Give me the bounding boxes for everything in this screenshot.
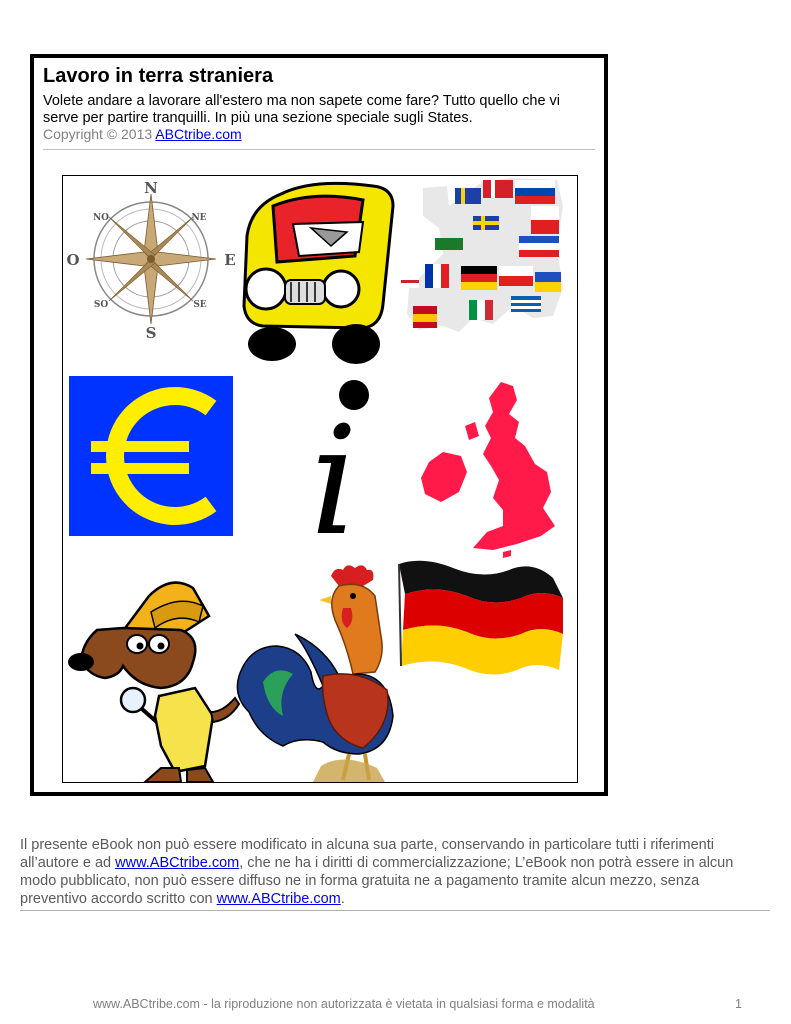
page-number: 1 [735, 997, 742, 1011]
footer-divider [20, 910, 770, 911]
divider [43, 149, 595, 150]
copyright-text: Copyright © 2013 [43, 126, 156, 142]
description: Volete andare a lavorare all'estero ma non sapete come fare? Tutto quello che vi serve per partire tranquilli. In più una sezione speciale sugli States. [43, 93, 561, 126]
copyright-link[interactable]: ABCtribe.com [155, 126, 242, 142]
car-icon [244, 183, 393, 364]
german-flag-icon [399, 561, 563, 675]
copyright-line [43, 126, 242, 142]
cover-card [30, 54, 608, 796]
compass-no-label: NO [92, 213, 110, 223]
notice-text-1: Il presente eBook non può essere modificato in alcuna sua parte, conservando in particolare tutti i riferimenti all’autore e ad [20, 837, 714, 871]
notice-link-1[interactable]: www.ABCtribe.com [115, 855, 240, 871]
notice-text-3: . [340, 891, 345, 907]
compass-n-label: N [144, 179, 158, 197]
compass-icon [66, 179, 235, 342]
page-title: Lavoro in terra straniera [43, 65, 274, 87]
europe-flags-map-icon [401, 178, 563, 332]
rooster-icon [237, 565, 393, 782]
euro-icon [69, 376, 233, 536]
illustration-panel [62, 175, 578, 783]
compass-se-label: SE [193, 300, 207, 310]
legal-notice [20, 836, 770, 908]
info-icon [310, 380, 369, 569]
notice-link-2[interactable]: www.ABCtribe.com [216, 891, 341, 907]
compass-o-label: O [66, 251, 80, 269]
uk-map-icon [421, 382, 555, 558]
notice-text-2: , che ne ha i diritti di commercializzazione; L’eBook non potrà essere in alcun modo pubblicato, non può essere diffuso ne in forma gratuita ne a pagamento tramite alcun mezzo, senza preventivo accordo scritto con [20, 855, 734, 907]
illustration-grid [63, 176, 577, 782]
detective-dog-icon [68, 583, 239, 782]
info-letter: i [310, 395, 358, 569]
compass-so-label: SO [93, 300, 109, 310]
compass-s-label: S [145, 324, 157, 342]
footer-text: www.ABCtribe.com - la riproduzione non autorizzata è vietata in qualsiasi forma e modalità [93, 997, 595, 1011]
compass-ne-label: NE [191, 213, 207, 223]
compass-e-label: E [224, 251, 236, 269]
